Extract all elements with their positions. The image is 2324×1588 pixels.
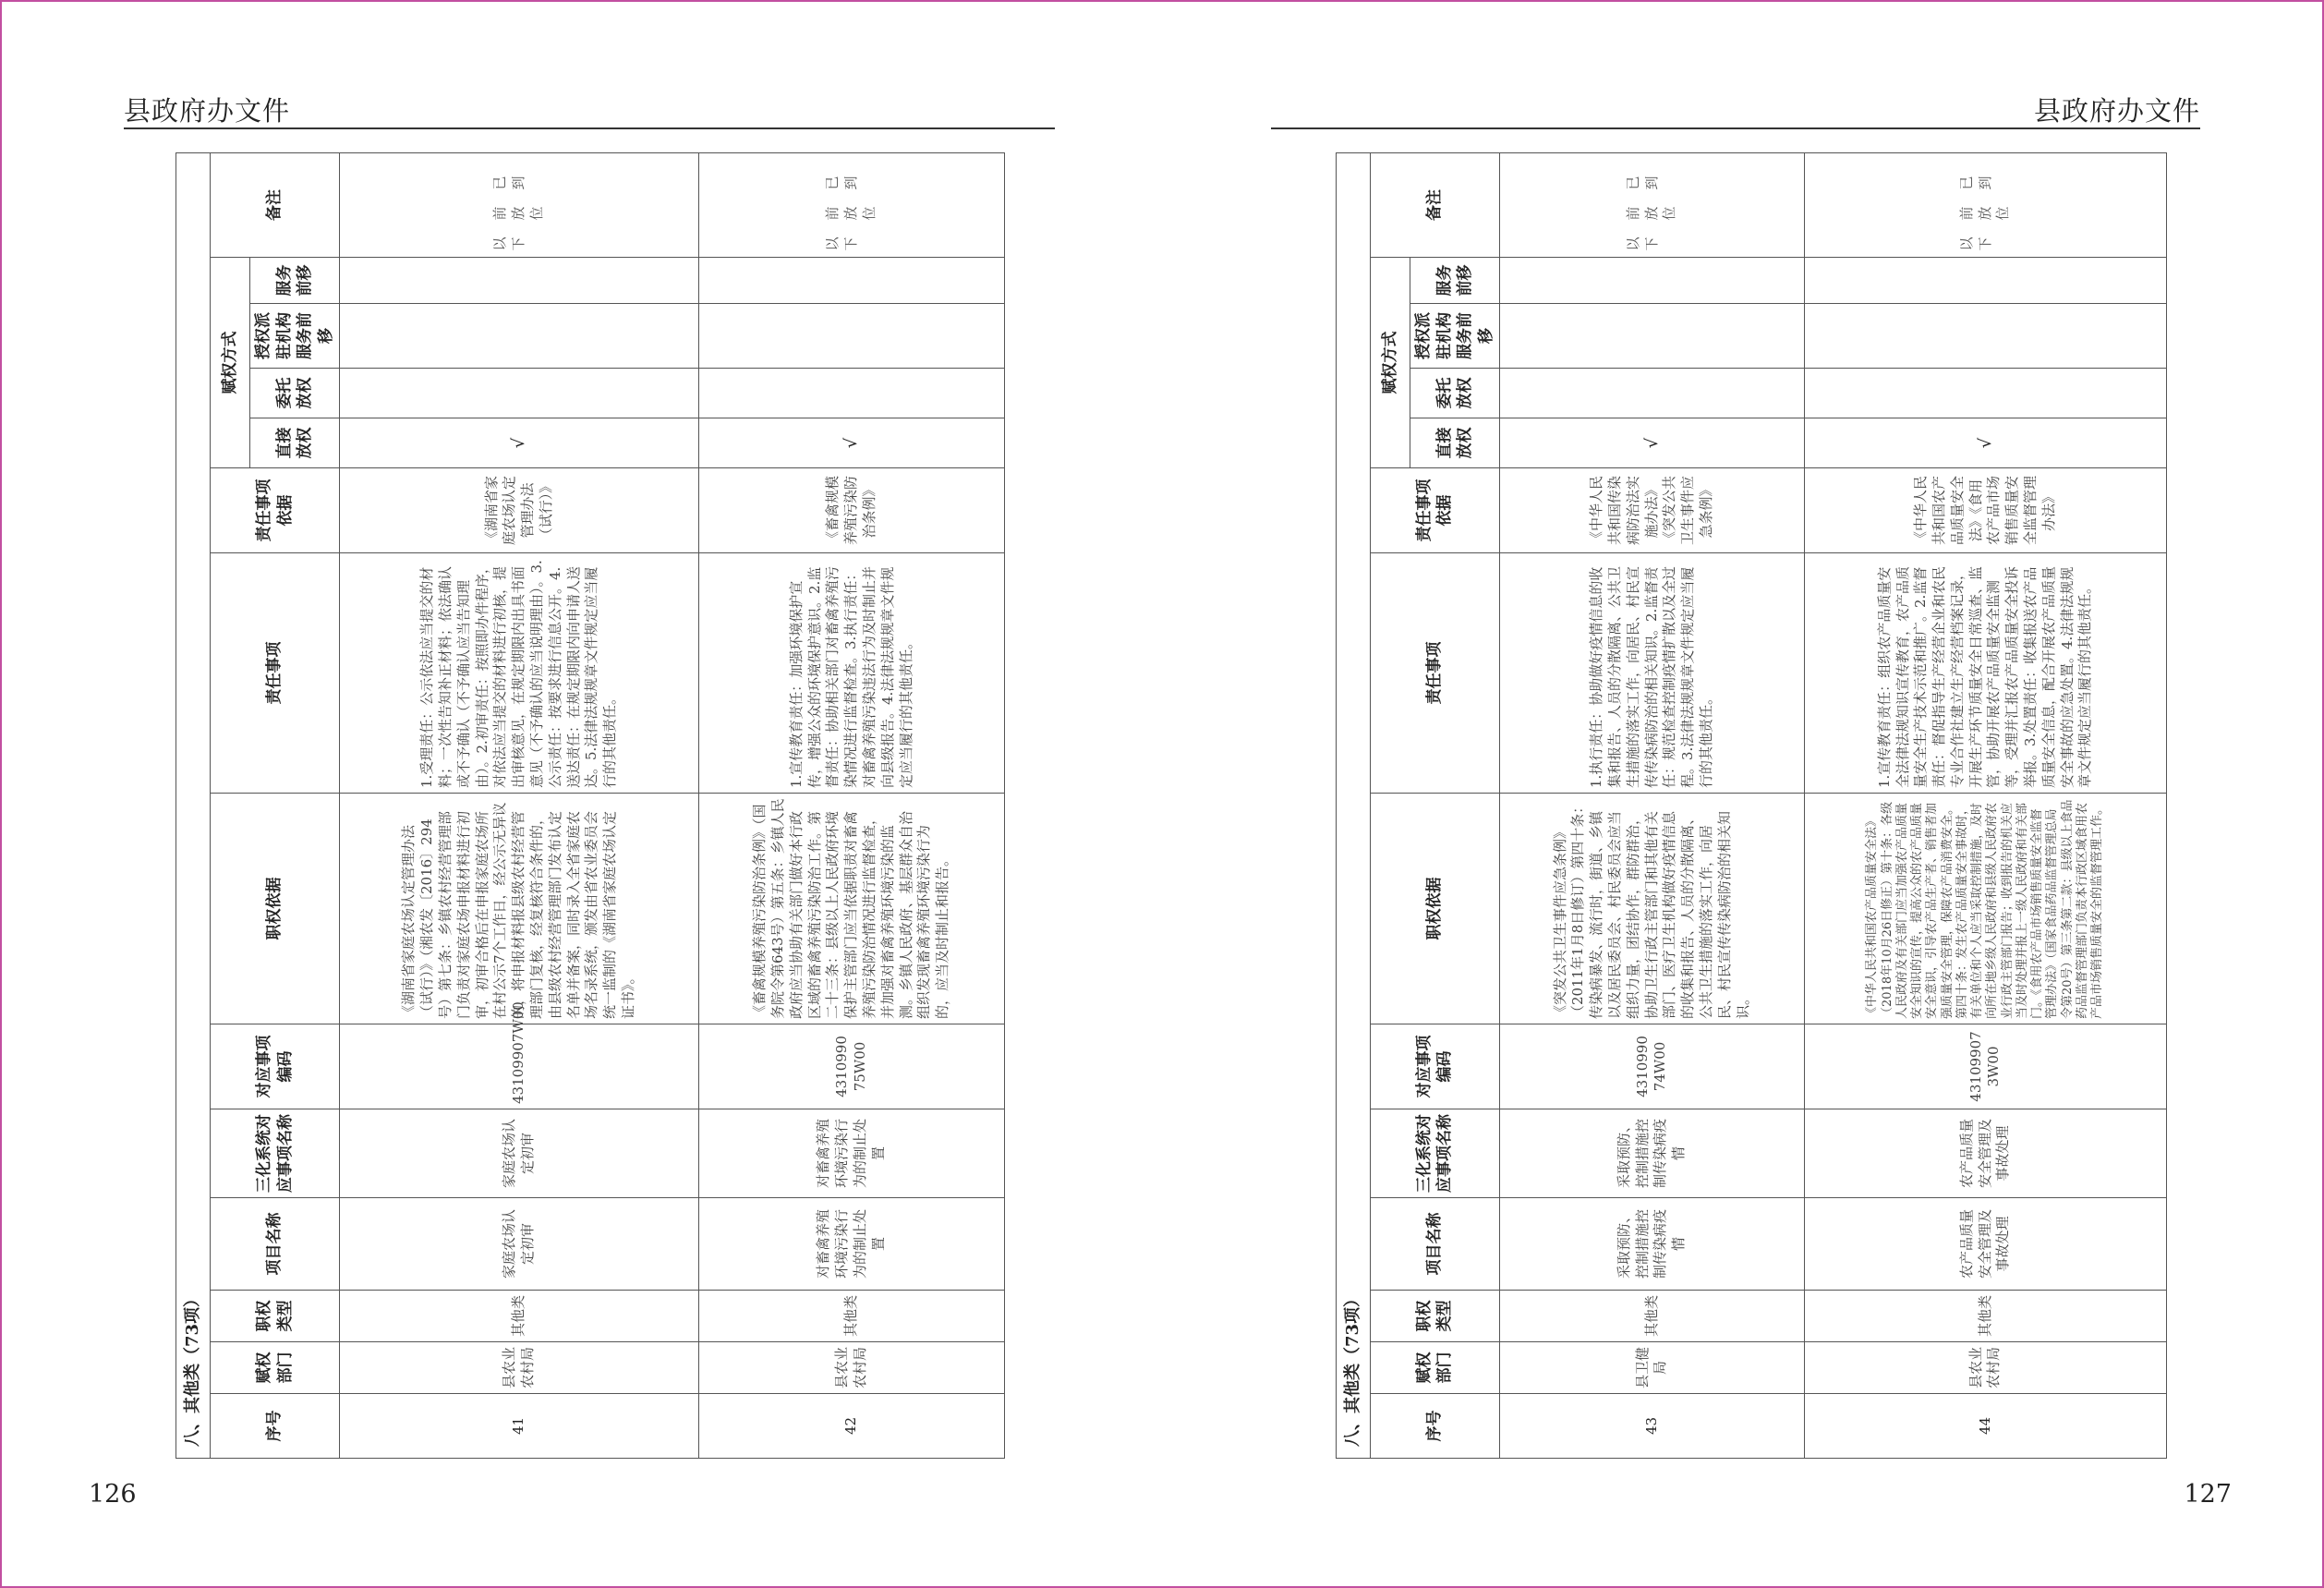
left-section-title: 八、其他类（73项）	[176, 152, 211, 1458]
table-row	[1804, 152, 2166, 1458]
row-sys-name: 家庭农场认定初审	[340, 1109, 699, 1198]
header-duty: 责任事项	[211, 553, 340, 794]
header-dept: 赋权部门	[1371, 1342, 1500, 1394]
right-header-rule	[1271, 127, 2200, 129]
header-basis: 职权依据	[211, 794, 340, 1024]
row-sys-name: 农产品质量安全管理及事故处理	[1804, 1109, 2166, 1198]
row-dept: 县农业农村局	[699, 1342, 1005, 1394]
row-remark: 以前已下放到位	[699, 152, 1005, 257]
row-code: 4310990 75W00	[699, 1024, 1005, 1109]
row-service	[1804, 258, 2166, 304]
row-duty: 1.宣传教育责任：组织农产品质量安全法律法规知识宣传教育，农产品质量安全生产技术示范和推广。2.监督责任：督促指导生产经营企业和农民专业合作社建立生产经营档案记录，开展生产环节质量安全日常巡查、监管，协助开展农产品质量安全监测等，受理并汇报农产品质量安全投诉举报。3.处置责任：收集报送农产品质量安全信息，配合开展农产品质量安全事故的应急处置。4.法律法规规章文件规定应当履行的其他责任。	[1804, 553, 2166, 794]
row-entrust	[1499, 369, 1804, 418]
left-header-title: 县政府办文件	[124, 95, 291, 127]
row-station	[699, 304, 1005, 369]
row-duty: 1.执行责任：协助做好疫情信息的收集和报告、人员的分散隔离、公共卫生措施的落实工作，向居民、村民宣传传染病防治的相关知识。2.监督责任：规范检查控制疫情扩散以及全过程。3.法律法规规章文件规定应当履行的其他责任。	[1499, 553, 1804, 794]
row-station	[340, 304, 699, 369]
row-sys-name: 对畜禽养殖环境污染行为的制止处置	[699, 1109, 1005, 1198]
right-page	[1162, 0, 2324, 1588]
row-direct-check: √	[699, 418, 1005, 468]
header-mode: 赋权方式	[1371, 258, 1410, 468]
header-seq: 序号	[1371, 1394, 1500, 1459]
row-duty-basis: 《畜禽规模养殖污染防治条例》	[699, 468, 1005, 553]
row-duty-basis: 《湖南省家庭农场认定管理办法（试行）》	[340, 468, 699, 553]
row-basis: 《湖南省家庭农场认定管理办法（试行）》（湘农发〔2016〕294号）第七条：乡镇农村经营管理部门负责对家庭农场申报材料进行初审，初审合格后在申报家庭农场所在村公示7个工作日，经公示无异议的，将申报材料报县级农村经营管理部门复核，经复核符合条件的，由县级农村经营管理部门发布认定名单并备案，同时录入全省家庭农场名录系统，颁发由省农业委员会统一监制的《湖南省家庭农场认定证书》。	[340, 794, 699, 1024]
row-name: 家庭农场认定初审	[340, 1198, 699, 1291]
row-code: 4310990 74W00	[1499, 1024, 1804, 1109]
header-mode-entrust: 委托放权	[1410, 369, 1500, 418]
row-station	[1499, 304, 1804, 369]
header-mode-direct: 直接放权	[1410, 418, 1500, 468]
row-type: 其他类	[1499, 1291, 1804, 1342]
row-entrust	[340, 369, 699, 418]
header-sys-name: 三化系统对应事项名称	[1371, 1109, 1500, 1198]
row-duty-basis: 《中华人民共和国传染病防治法实施办法》《突发公共卫生事件应急条例》	[1499, 468, 1804, 553]
row-code: 43109907W00	[340, 1024, 699, 1109]
row-basis: 《畜禽规模养殖污染防治条例》（国务院令第643号）第五条：乡镇人民政府应当协助有关部门做好本行政区域的畜禽养殖污染防治工作。第二十三条：县级以上人民政府环境保护主管部门应当依据职责对畜禽养殖污染防治情况进行监督检查，并加强对畜禽养殖环境污染的监测。乡镇人民政府、基层群众自治组织发现畜禽养殖环境污染行为的，应当及时制止和报告。	[699, 794, 1005, 1024]
header-duty: 责任事项	[1371, 553, 1500, 794]
right-table-wrapper	[1336, 153, 2167, 1459]
left-page-number: 126	[89, 1480, 137, 1509]
row-entrust	[699, 369, 1005, 418]
row-name: 采取预防、控制措施控制传染病疫情	[1499, 1198, 1804, 1291]
row-seq: 41	[340, 1394, 699, 1459]
row-service	[1499, 258, 1804, 304]
row-seq: 44	[1804, 1394, 2166, 1459]
header-mode-station: 授权派驻机构服务前移	[250, 304, 340, 369]
header-type: 职权类型	[1371, 1291, 1500, 1342]
row-duty-basis: 《中华人民共和国农产品质量安全法》《食用农产品市场销售质量安全监督管理办法》	[1804, 468, 2166, 553]
right-header-title: 县政府办文件	[2033, 95, 2200, 127]
header-basis: 职权依据	[1371, 794, 1500, 1024]
header-mode-direct: 直接放权	[250, 418, 340, 468]
right-page-number: 127	[2184, 1480, 2232, 1509]
header-duty-basis: 责任事项依据	[211, 468, 340, 553]
header-duty-basis: 责任事项依据	[1371, 468, 1500, 553]
row-basis: 《中华人民共和国农产品质量安全法》（2018年10月26日修正）第十条：各级人民政府及有关部门应当加强农产品质量安全知识的宣传，提高公众的农产品质量安全意识，引导农产品生产者、销售者加强质量安全管理，保障农产品消费安全。第四十条：发生农产品质量安全事故时，有关单位和个人应当采取控制措施，及时向所在地乡级人民政府和县级人民政府农业行政主管部门报告；收到报告的机关应当及时处理并报上一级人民政府和有关部门。《食用农产品市场销售质量安全监督管理办法》（国家食品药品监督管理总局令第20号）第三条第二款：县级以上食品药品监督管理部门负责本行政区域食用农产品市场销售质量安全的监督管理工作。	[1804, 794, 2166, 1024]
header-code: 对应事项编码	[211, 1024, 340, 1109]
row-direct-check: √	[1499, 418, 1804, 468]
row-dept: 县农业农村局	[340, 1342, 699, 1394]
header-mode-station: 授权派驻机构服务前移	[1410, 304, 1500, 369]
right-authority-table	[1336, 152, 2167, 1459]
row-entrust	[1804, 369, 2166, 418]
row-duty: 1.宣传教育责任：加强环境保护宣传，增强公众的环境保护意识。2.监督责任：协助相关部门对畜禽养殖污染情况进行监督检查。3.执行责任：对畜禽养殖污染违法行为及时制止并向县级报告。4.法律法规规章文件规定应当履行的其他责任。	[699, 553, 1005, 794]
row-remark: 以前已下放到位	[1499, 152, 1804, 257]
left-header-rule	[124, 127, 1055, 129]
header-sys-name: 三化系统对应事项名称	[211, 1109, 340, 1198]
row-service	[699, 258, 1005, 304]
header-mode-service: 服务前移	[250, 258, 340, 304]
left-table-wrapper	[176, 153, 1005, 1459]
row-duty: 1.受理责任：公示依法应当提交的材料；一次性告知补正材料；依法确认或不予确认（不予确认应当告知理由）。2.初审责任：按照即办件程序，对依法应当提交的材料进行初核，提出审核意见，在规定期限内出具书面意见（不予确认的应当说明理由）。3.公示责任：按要求进行信息公开。4.送达责任：在规定期限内向申请人送达。5.法律法规规章文件规定应当履行的其他责任。	[340, 553, 699, 794]
table-row	[340, 152, 699, 1458]
row-remark: 以前已下放到位	[1804, 152, 2166, 257]
header-mode: 赋权方式	[211, 258, 250, 468]
header-name: 项目名称	[211, 1198, 340, 1291]
row-seq: 42	[699, 1394, 1005, 1459]
header-mode-entrust: 委托放权	[250, 369, 340, 418]
row-basis: 《突发公共卫生事件应急条例》（2011年1月8日修订）第四十条：传染病暴发、流行时，街道、乡镇以及居民委员会、村民委员会应当组织力量，团结协作，群防群治，协助卫生行政主管部门和其他有关部门、医疗卫生机构做好疫情信息的收集和报告、人员的分散隔离、公共卫生措施的落实工作，向居民、村民宣传传染病防治的相关知识。	[1499, 794, 1804, 1024]
row-service	[340, 258, 699, 304]
row-direct-check: √	[1804, 418, 2166, 468]
row-name: 农产品质量安全管理及事故处理	[1804, 1198, 2166, 1291]
table-row	[699, 152, 1005, 1458]
row-type: 其他类	[1804, 1291, 2166, 1342]
header-type: 职权类型	[211, 1291, 340, 1342]
header-dept: 赋权部门	[211, 1342, 340, 1394]
header-seq: 序号	[211, 1394, 340, 1459]
header-code: 对应事项编码	[1371, 1024, 1500, 1109]
header-name: 项目名称	[1371, 1198, 1500, 1291]
table-row	[1499, 152, 1804, 1458]
header-remark: 备注	[211, 152, 340, 257]
row-code: 43109907 3W00	[1804, 1024, 2166, 1109]
row-station	[1804, 304, 2166, 369]
row-dept: 县农业农村局	[1804, 1342, 2166, 1394]
row-dept: 县卫健局	[1499, 1342, 1804, 1394]
row-remark: 以前已下放到位	[340, 152, 699, 257]
right-section-title: 八、其他类（73项）	[1337, 152, 1371, 1458]
row-direct-check: √	[340, 418, 699, 468]
row-seq: 43	[1499, 1394, 1804, 1459]
row-name: 对畜禽养殖环境污染行为的制止处置	[699, 1198, 1005, 1291]
row-type: 其他类	[699, 1291, 1005, 1342]
left-authority-table	[176, 152, 1005, 1459]
row-type: 其他类	[340, 1291, 699, 1342]
header-remark: 备注	[1371, 152, 1500, 257]
row-sys-name: 采取预防、控制措施控制传染病疫情	[1499, 1109, 1804, 1198]
header-mode-service: 服务前移	[1410, 258, 1500, 304]
